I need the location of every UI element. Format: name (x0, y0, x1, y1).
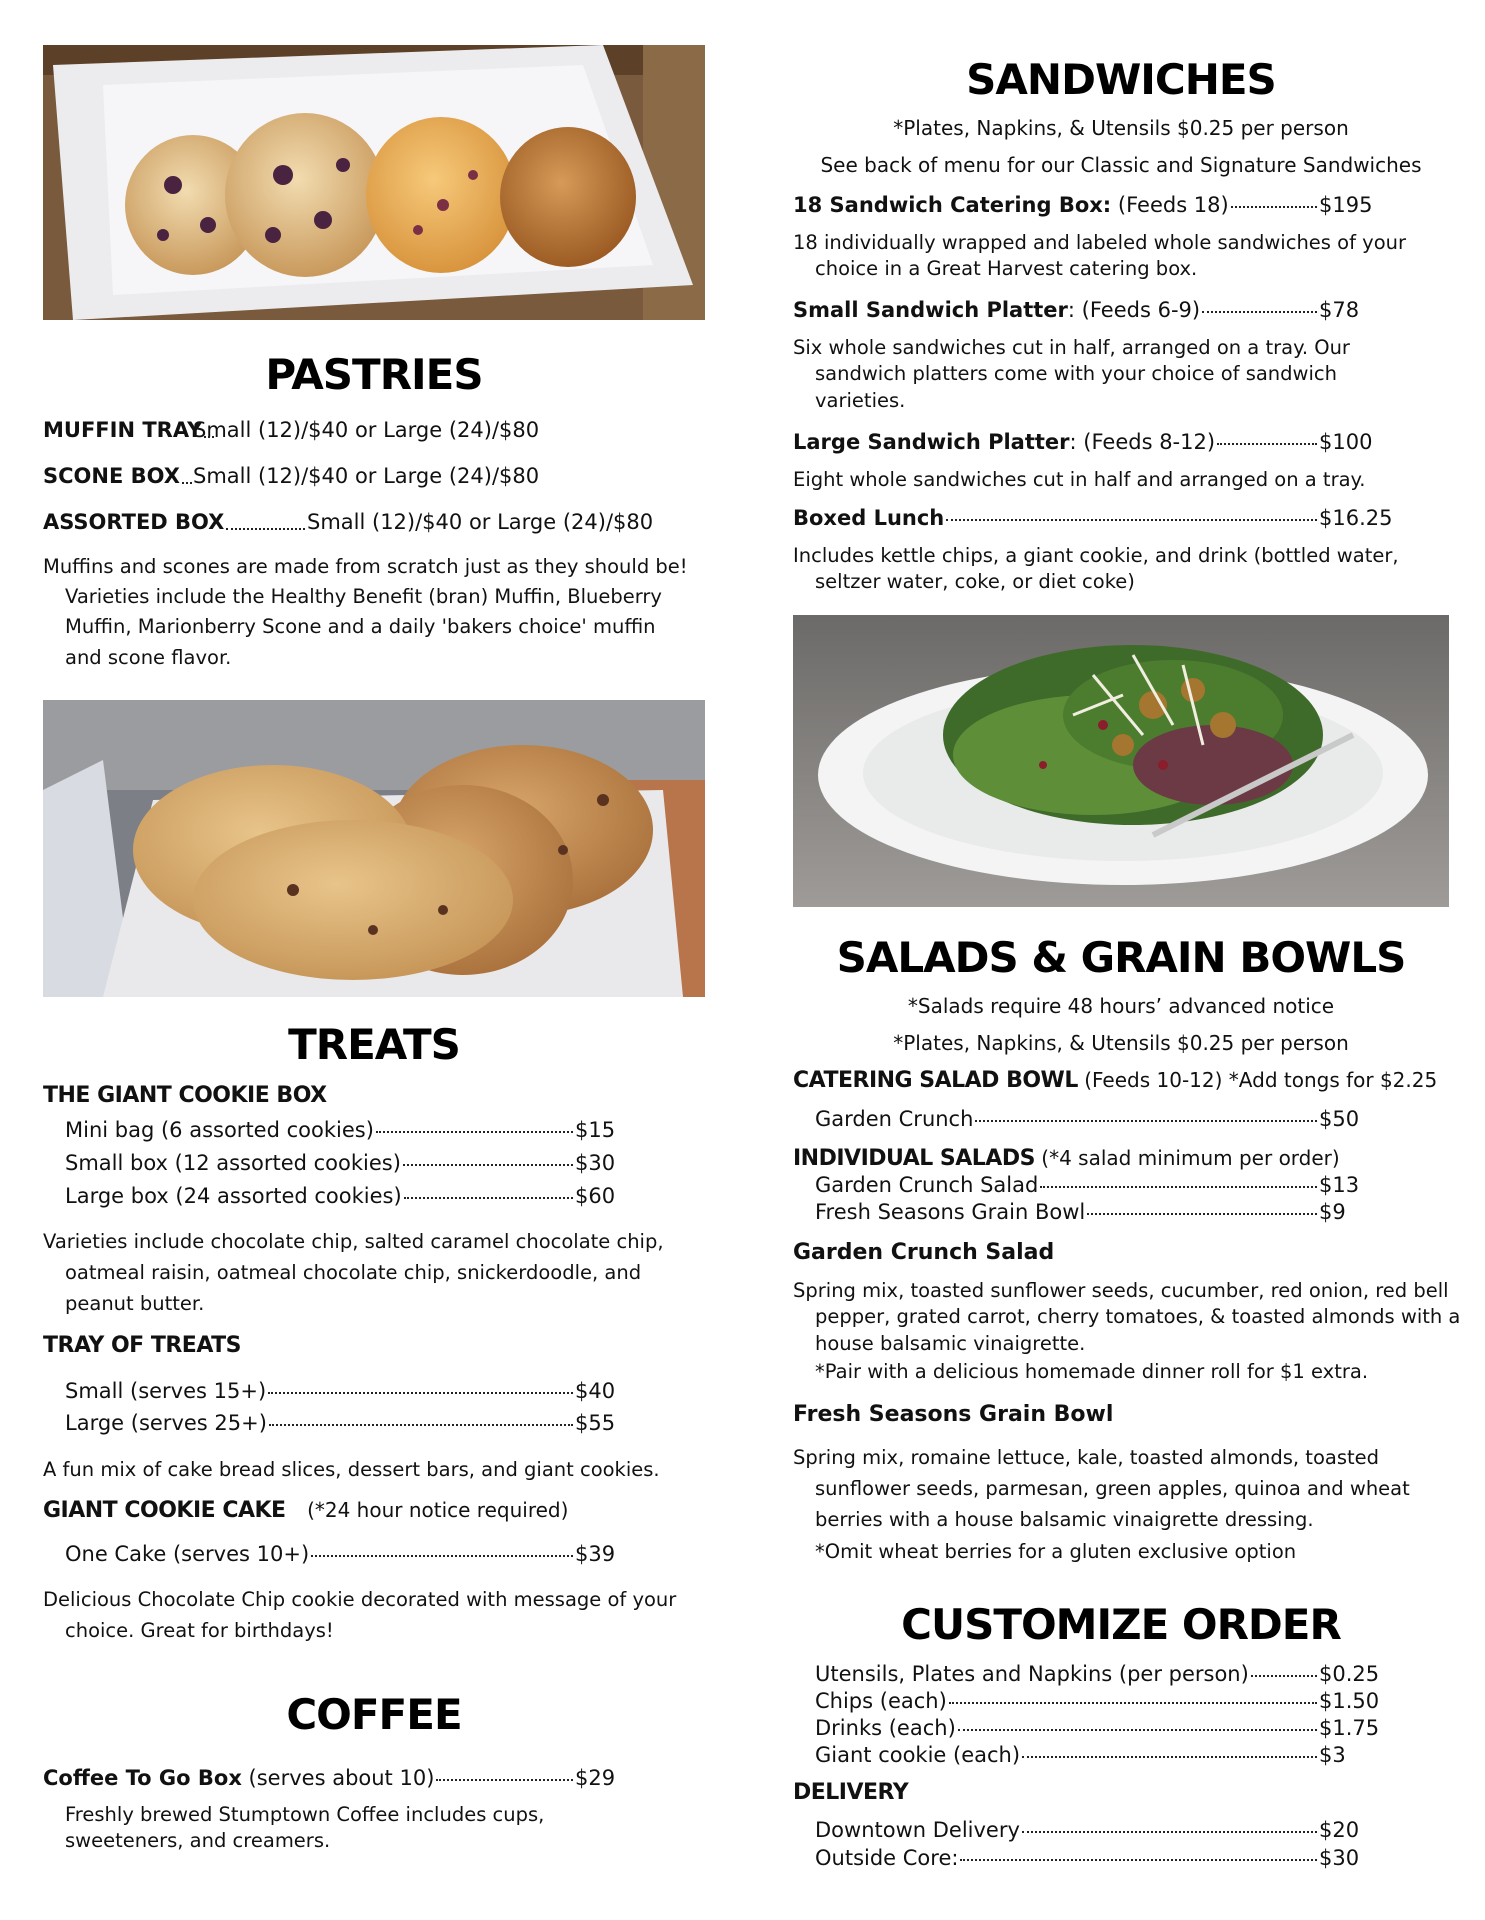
sandwich-name: Large Sandwich Platter (793, 430, 1070, 454)
delivery-row (815, 1818, 1381, 1842)
cookie-cake-description: Delicious Chocolate Chip cookie decorated with message of your choice. Great for birthdays! (43, 1588, 677, 1643)
leader-dots (946, 519, 1317, 521)
customize-row (815, 1662, 1381, 1686)
sandwich-description: Includes kettle chips, a giant cookie, and drink (bottled water, seltzer water, coke, or diet coke) (793, 544, 1399, 594)
cookie-box-title: THE GIANT COOKIE BOX (43, 1083, 327, 1108)
item-price: $30 (1319, 1846, 1360, 1870)
garden-crunch-extra: *Pair with a delicious homemade dinner roll for $1 extra. (815, 1360, 1369, 1383)
pastry-price: Small (12)/$40 or Large (24)/$80 (193, 464, 540, 488)
cookie-box-row (65, 1118, 615, 1142)
pastry-name: ASSORTED BOX (43, 510, 225, 534)
item-label: Garden Crunch (815, 1107, 974, 1131)
sandwich-name: Small Sandwich Platter (793, 298, 1068, 322)
leader-dots (403, 1164, 573, 1166)
sandwich-detail: : (Feeds 6-9) (1067, 298, 1201, 322)
catering-salad-name: CATERING SALAD BOWL (793, 1068, 1078, 1093)
pastries-heading: PASTRIES (265, 350, 483, 399)
salads-heading: SALADS & GRAIN BOWLS (836, 933, 1406, 982)
pastry-price: Small (12)/$40 or Large (24)/$80 (193, 418, 540, 442)
sandwich-detail: : (Feeds 8-12) (1069, 430, 1216, 454)
item-label: Mini bag (6 assorted cookies) (65, 1118, 374, 1142)
leader-dots (269, 1424, 573, 1426)
pastry-name: SCONE BOX (43, 464, 180, 488)
sandwich-price: $100 (1319, 430, 1373, 454)
leader-dots (204, 414, 214, 438)
customize-row (815, 1689, 1381, 1713)
leader-dots (404, 1197, 573, 1199)
leader-dots (1202, 311, 1317, 313)
sandwich-description: 18 individually wrapped and labeled whole sandwiches of your choice in a Great Harvest catering box. (793, 231, 1407, 281)
salad-photo (793, 615, 1449, 907)
pastry-price: Small (12)/$40 or Large (24)/$80 (307, 510, 654, 534)
coffee-price: $29 (575, 1766, 616, 1790)
coffee-heading: COFFEE (286, 1690, 462, 1739)
pastry-name: MUFFIN TRAY (43, 418, 203, 442)
leader-dots (182, 460, 192, 484)
garden-crunch-description: Spring mix, toasted sunflower seeds, cucumber, red onion, red bell pepper, grated carrot, cherry tomatoes, & toasted almonds with a house balsamic vinaigrette. (793, 1279, 1461, 1355)
sandwiches-note-2: See back of menu for our Classic and Signature Sandwiches (820, 153, 1422, 177)
cookies-photo (43, 700, 705, 997)
leader-dots (975, 1120, 1317, 1122)
leader-dots (311, 1555, 573, 1557)
sandwich-row (793, 506, 1393, 530)
catering-salad-row (815, 1107, 1381, 1131)
sandwich-price: $16.25 (1319, 506, 1393, 530)
grain-bowl-description: Spring mix, romaine lettuce, kale, toasted almonds, toasted sunflower seeds, parmesan, green apples, quinoa and wheat berries with a house balsamic vinaigrette dressing. (793, 1446, 1410, 1532)
sandwich-price: $195 (1319, 193, 1373, 217)
salads-note-1: *Salads require 48 hours’ advanced notice (907, 994, 1335, 1018)
item-label: Garden Crunch Salad (815, 1173, 1039, 1197)
item-label: One Cake (serves 10+) (65, 1542, 310, 1566)
customize-row (815, 1743, 1381, 1767)
sandwich-price: $78 (1319, 298, 1360, 322)
item-label: Utensils, Plates and Napkins (per person) (815, 1662, 1249, 1686)
coffee-name: Coffee To Go Box (43, 1766, 242, 1790)
tray-row (65, 1379, 615, 1403)
treats-heading: TREATS (288, 1020, 460, 1069)
item-price: $55 (575, 1411, 616, 1435)
coffee-row (43, 1766, 615, 1790)
tray-description: A fun mix of cake bread slices, dessert bars, and giant cookies. (43, 1458, 660, 1481)
leader-dots (1251, 1675, 1317, 1677)
item-price: $1.75 (1319, 1716, 1380, 1740)
grain-bowl-title: Fresh Seasons Grain Bowl (793, 1402, 1114, 1427)
garden-crunch-title: Garden Crunch Salad (793, 1240, 1055, 1265)
item-price: $50 (1319, 1107, 1360, 1131)
catering-salad-title (793, 1068, 1437, 1093)
item-label: Downtown Delivery (815, 1818, 1020, 1842)
individual-salads-name: INDIVIDUAL SALADS (793, 1146, 1035, 1171)
sandwich-description: Six whole sandwiches cut in half, arranged on a tray. Our sandwich platters come with your choice of sandwich varieties. (793, 336, 1350, 412)
sandwich-row (793, 298, 1381, 322)
item-price: $9 (1319, 1200, 1346, 1224)
pastries-description: Muffins and scones are made from scratch just as they should be! Varieties include the Healthy Benefit (bran) Muffin, Blueberry Muffin, Marionberry Scone and a daily 'bakers choice' muffin and scone flavor. (43, 555, 688, 669)
individual-salad-row (815, 1173, 1381, 1197)
leader-dots (268, 1392, 573, 1394)
item-price: $30 (575, 1151, 616, 1175)
delivery-title: DELIVERY (793, 1780, 909, 1805)
sandwich-row (793, 430, 1381, 454)
pastry-row-scone-box (43, 464, 653, 488)
item-label: Drinks (each) (815, 1716, 956, 1740)
sandwiches-heading: SANDWICHES (966, 55, 1276, 104)
individual-salads-note: (*4 salad minimum per order) (1034, 1146, 1340, 1170)
cookie-cake-note: (*24 hour notice required) (307, 1498, 569, 1522)
item-label: Small (serves 15+) (65, 1379, 267, 1403)
item-label: Giant cookie (each) (815, 1743, 1021, 1767)
customize-heading: CUSTOMIZE ORDER (901, 1600, 1341, 1649)
muffins-photo (43, 45, 705, 320)
delivery-row (815, 1846, 1381, 1870)
leader-dots (960, 1859, 1317, 1861)
pastry-row-muffin-tray (43, 418, 653, 442)
cookie-box-description: Varieties include chocolate chip, salted caramel chocolate chip, oatmeal raisin, oatmeal chocolate chip, snickerdoodle, and peanut butter. (43, 1230, 664, 1316)
sandwich-row (793, 193, 1381, 217)
item-price: $40 (575, 1379, 616, 1403)
leader-dots (436, 1779, 573, 1781)
sandwich-detail: (Feeds 18) (1111, 193, 1229, 217)
leader-dots (1231, 206, 1317, 208)
item-price: $3 (1319, 1743, 1346, 1767)
tray-title: TRAY OF TREATS (43, 1333, 241, 1358)
leader-dots (376, 1131, 573, 1133)
cookie-cake-title (43, 1498, 568, 1523)
cookie-cake-row (65, 1542, 615, 1566)
item-label: Fresh Seasons Grain Bowl (815, 1200, 1086, 1224)
tray-row (65, 1411, 615, 1435)
item-label: Outside Core: (815, 1846, 959, 1870)
item-price: $15 (575, 1118, 616, 1142)
sandwiches-note-1: *Plates, Napkins, & Utensils $0.25 per person (893, 116, 1349, 140)
sandwich-description: Eight whole sandwiches cut in half and arranged on a tray. (793, 468, 1366, 491)
leader-dots (1022, 1756, 1317, 1758)
cookie-box-row (65, 1184, 615, 1208)
item-label: Large (serves 25+) (65, 1411, 267, 1435)
pastry-row-assorted-box (43, 510, 653, 534)
coffee-description: Freshly brewed Stumptown Coffee includes cups, sweeteners, and creamers. (65, 1803, 545, 1853)
leader-dots (1040, 1186, 1317, 1188)
sandwich-name: 18 Sandwich Catering Box: (793, 193, 1112, 217)
coffee-detail: (serves about 10) (241, 1766, 435, 1790)
customize-row (815, 1716, 1381, 1740)
item-price: $20 (1319, 1818, 1360, 1842)
leader-dots (1087, 1213, 1317, 1215)
leader-dots (958, 1729, 1317, 1731)
item-price: $39 (575, 1542, 616, 1566)
individual-salad-row (815, 1200, 1381, 1224)
item-price: $0.25 (1319, 1662, 1380, 1686)
grain-bowl-extra: *Omit wheat berries for a gluten exclusive option (815, 1540, 1297, 1563)
item-price: $13 (1319, 1173, 1360, 1197)
catering-salad-note: (Feeds 10-12) *Add tongs for $2.25 (1077, 1068, 1438, 1092)
individual-salads-title (793, 1146, 1340, 1171)
item-label: Small box (12 assorted cookies) (65, 1151, 401, 1175)
cookie-box-row (65, 1151, 615, 1175)
leader-dots (226, 506, 305, 530)
item-price: $60 (575, 1184, 616, 1208)
item-label: Chips (each) (815, 1689, 947, 1713)
salads-note-2: *Plates, Napkins, & Utensils $0.25 per person (893, 1031, 1349, 1055)
item-price: $1.50 (1319, 1689, 1380, 1713)
leader-dots (1022, 1831, 1317, 1833)
cookie-cake-name: GIANT COOKIE CAKE (43, 1498, 286, 1523)
leader-dots (949, 1702, 1317, 1704)
item-label: Large box (24 assorted cookies) (65, 1184, 402, 1208)
sandwich-name: Boxed Lunch (793, 506, 945, 530)
leader-dots (1217, 443, 1317, 445)
